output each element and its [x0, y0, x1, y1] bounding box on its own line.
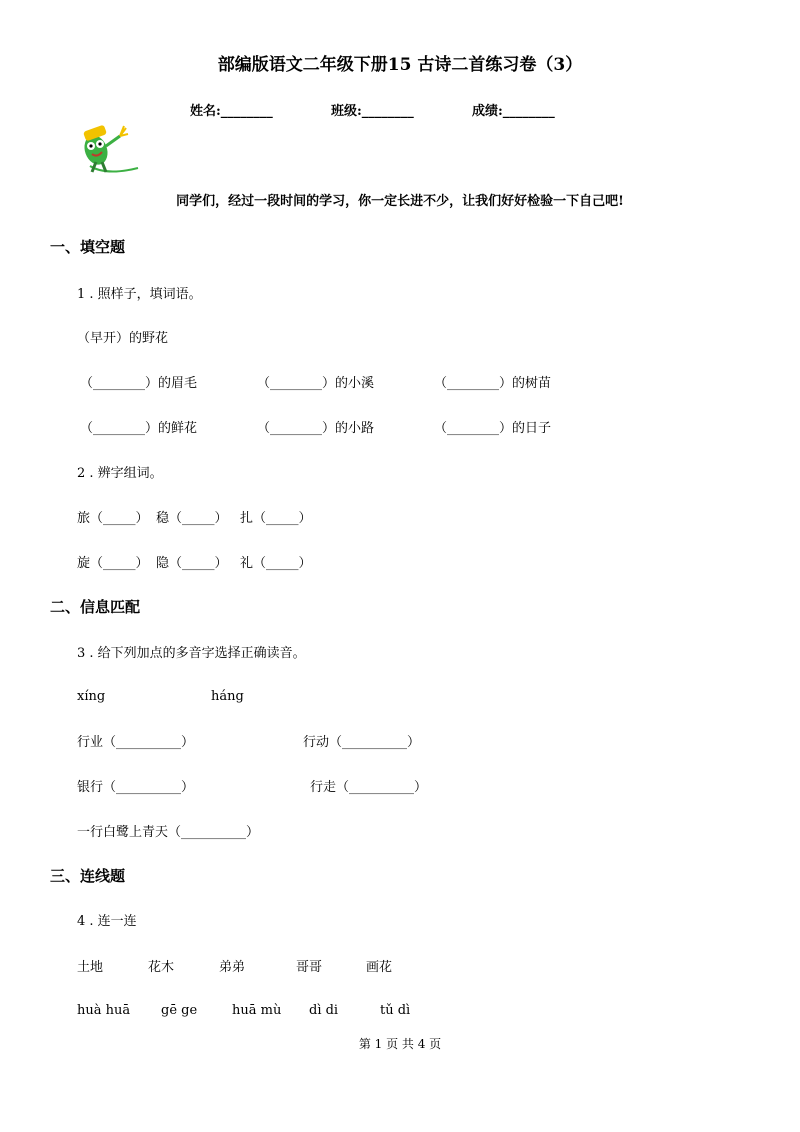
word-item: 画花	[366, 960, 393, 975]
reading-item: 行走（__________）	[310, 780, 428, 795]
page-title: 部编版语文二年级下册15 古诗二首练习卷（3）	[217, 55, 583, 75]
section-matching: 二、信息匹配	[50, 598, 141, 616]
word-item: 弟弟	[219, 960, 246, 975]
pinyin-item: huā mù	[232, 1003, 282, 1018]
section-fill-blank: 一、填空题	[50, 238, 126, 256]
pinyin-item: dì di	[309, 1003, 339, 1018]
question-4-stem: 4 . 连一连	[77, 914, 137, 929]
reading-item: 行动（__________）	[303, 735, 421, 750]
reading-item: 一行白鹭上青天（__________）	[77, 825, 260, 840]
char-item: 旋（_____）	[77, 556, 149, 571]
word-item: 花木	[148, 960, 175, 975]
blank-item: （________）的日子	[434, 421, 552, 436]
score-field: 成绩:________	[472, 104, 555, 119]
question-1-stem: 1 . 照样子，填词语。	[77, 287, 202, 302]
question-1-example: （早开）的野花	[77, 331, 169, 346]
pinyin-item: tǔ dì	[380, 1003, 411, 1018]
pencil-mascot-icon	[76, 120, 146, 180]
char-item: 扎（_____）	[240, 511, 312, 526]
blank-item: （________）的树苗	[434, 376, 552, 391]
class-field: 班级:________	[331, 104, 414, 119]
char-item: 稳（_____）	[156, 511, 228, 526]
word-item: 土地	[77, 960, 104, 975]
reading-item: 银行（__________）	[77, 780, 195, 795]
pinyin-item: gē ge	[161, 1003, 198, 1018]
char-item: 隐（_____）	[156, 556, 228, 571]
greeting-text: 同学们，经过一段时间的学习，你一定长进不少，让我们好好检验一下自己吧!	[176, 194, 624, 209]
char-item: 旅（_____）	[77, 511, 149, 526]
page-footer: 第 1 页 共 4 页	[358, 1037, 442, 1051]
name-field: 姓名:________	[190, 104, 273, 119]
blank-item: （________）的眉毛	[80, 376, 198, 391]
char-item: 礼（_____）	[240, 556, 312, 571]
blank-item: （________）的小路	[257, 421, 375, 436]
blank-item: （________）的鲜花	[80, 421, 198, 436]
question-3-stem: 3 . 给下列加点的多音字选择正确读音。	[77, 646, 306, 661]
pinyin-option: xíng	[77, 689, 106, 704]
blank-item: （________）的小溪	[257, 376, 375, 391]
word-item: 哥哥	[296, 960, 323, 975]
pinyin-item: huà huā	[77, 1003, 131, 1018]
pinyin-option: háng	[211, 689, 244, 704]
question-2-stem: 2 . 辨字组词。	[77, 466, 163, 481]
reading-item: 行业（__________）	[77, 735, 195, 750]
section-connect: 三、连线题	[50, 867, 126, 885]
